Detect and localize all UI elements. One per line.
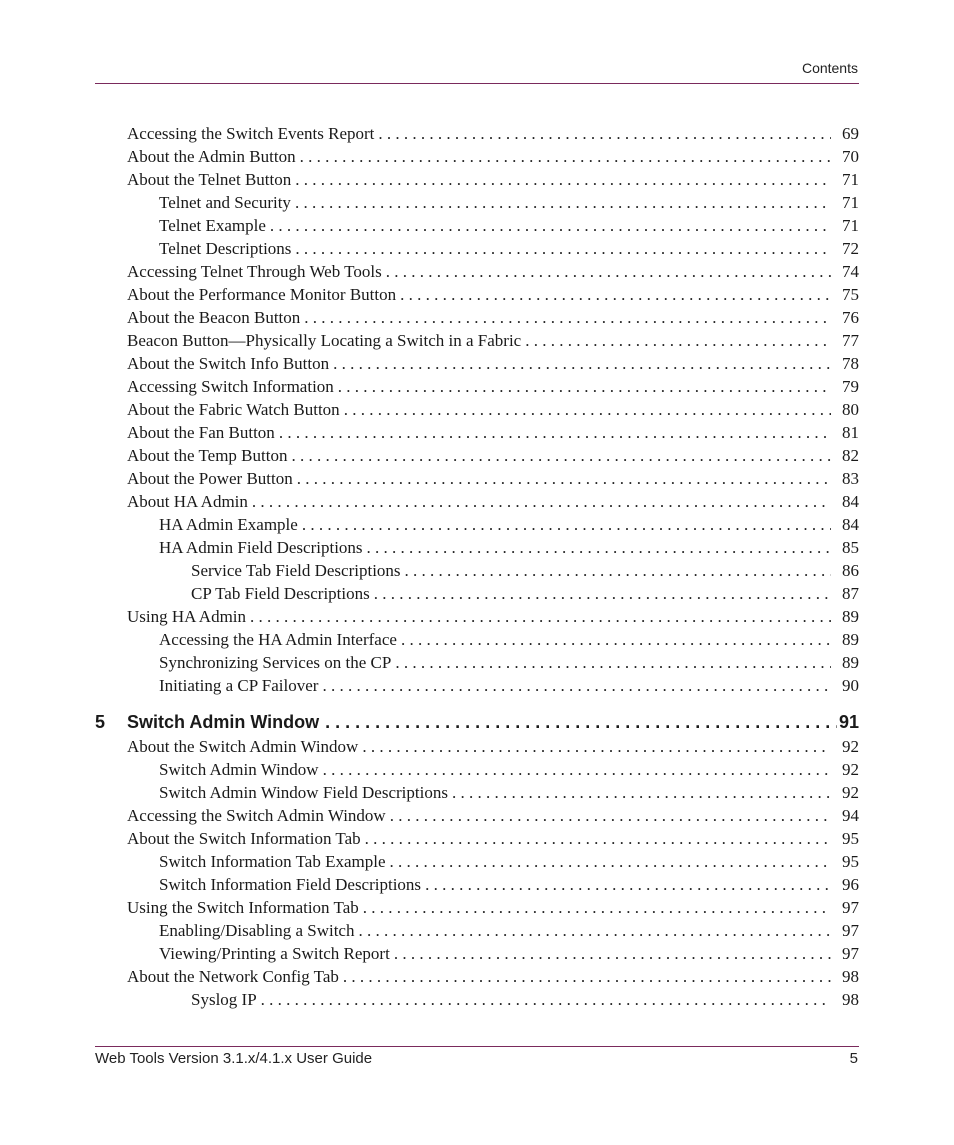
toc-entry[interactable] <box>95 582 859 605</box>
toc-entry[interactable] <box>95 260 859 283</box>
toc-entry-page-number: 71 <box>842 170 859 189</box>
toc-entry-title: Using the Switch Information Tab <box>127 898 359 917</box>
toc-entry[interactable] <box>95 283 859 306</box>
toc-entry[interactable] <box>95 873 859 896</box>
chapter-number: 5 <box>95 712 106 732</box>
toc-entry-title: Service Tab Field Descriptions <box>191 561 401 580</box>
toc-entry-page-number: 97 <box>842 898 859 917</box>
toc-entry-page-number: 89 <box>842 607 859 626</box>
dot-leader <box>363 896 831 919</box>
dot-leader <box>279 421 831 444</box>
toc-entry-page-number: 71 <box>842 216 859 235</box>
toc-entry-page-number: 86 <box>842 561 859 580</box>
dot-leader <box>338 375 831 398</box>
toc-entry-page-number: 87 <box>842 584 859 603</box>
dot-leader <box>401 628 831 651</box>
toc-entry[interactable] <box>95 513 859 536</box>
dot-leader <box>374 582 831 605</box>
toc-entry[interactable] <box>95 674 859 697</box>
toc-entry-title: Switch Admin Window <box>159 760 319 779</box>
dot-leader <box>395 651 831 674</box>
toc-entry[interactable] <box>95 605 859 628</box>
dot-leader <box>378 122 831 145</box>
chapter-page-number: 91 <box>838 712 859 732</box>
dot-leader <box>358 919 831 942</box>
toc-entry[interactable] <box>95 536 859 559</box>
toc-entry-page-number: 81 <box>842 423 859 442</box>
toc-entry[interactable] <box>95 191 859 214</box>
toc-entry-title: Telnet Example <box>159 216 266 235</box>
toc-entry-title: About the Temp Button <box>127 446 288 465</box>
toc-entry-title: Accessing Telnet Through Web Tools <box>127 262 382 281</box>
toc-entry-page-number: 74 <box>842 262 859 281</box>
toc-entry-title: About the Admin Button <box>127 147 296 166</box>
toc-entry-title: About the Switch Info Button <box>127 354 330 373</box>
toc-chapter-heading[interactable] <box>95 709 859 735</box>
toc-entry-page-number: 97 <box>842 921 859 940</box>
dot-leader <box>295 237 831 260</box>
dot-leader <box>405 559 831 582</box>
toc-entry[interactable] <box>95 329 859 352</box>
toc-entry-page-number: 85 <box>842 538 859 557</box>
toc-entry[interactable] <box>95 850 859 873</box>
toc-entry-title: Accessing the Switch Events Report <box>127 124 375 143</box>
toc-entry-page-number: 76 <box>842 308 859 327</box>
toc-entry[interactable] <box>95 444 859 467</box>
dot-leader <box>322 674 831 697</box>
dot-leader <box>304 306 831 329</box>
toc-entry-title: About HA Admin <box>127 492 248 511</box>
toc-entry-title: Beacon Button—Physically Locating a Switch in a Fabric <box>127 331 522 350</box>
footer-book-title: Web Tools Version 3.1.x/4.1.x User Guide <box>95 1050 373 1067</box>
toc-entry[interactable] <box>95 758 859 781</box>
toc-entry[interactable] <box>95 375 859 398</box>
running-header-section: Contents <box>801 60 858 76</box>
toc-entry-title: About the Fabric Watch Button <box>127 400 340 419</box>
toc-entry-title: Using HA Admin <box>127 607 247 626</box>
header-rule <box>95 83 859 84</box>
toc-entry-page-number: 95 <box>842 852 859 871</box>
toc-entry-title: About the Power Button <box>127 469 293 488</box>
dot-leader <box>425 873 831 896</box>
toc-entry-title: Synchronizing Services on the CP <box>159 653 392 672</box>
toc-entry-title: CP Tab Field Descriptions <box>191 584 370 603</box>
dot-leader <box>390 804 831 827</box>
toc-entry-title: Accessing Switch Information <box>127 377 334 396</box>
toc-entry[interactable] <box>95 145 859 168</box>
toc-entry-title: Accessing the Switch Admin Window <box>127 806 386 825</box>
dot-leader <box>270 214 831 237</box>
toc-entry[interactable] <box>95 168 859 191</box>
dot-leader <box>261 988 831 1011</box>
toc-entry-page-number: 95 <box>842 829 859 848</box>
toc-entry-page-number: 80 <box>842 400 859 419</box>
toc-entry-page-number: 89 <box>842 653 859 672</box>
toc-entry-title: Viewing/Printing a Switch Report <box>159 944 390 963</box>
dot-leader <box>386 260 831 283</box>
toc-entry-page-number: 98 <box>842 990 859 1009</box>
dot-leader <box>325 709 837 735</box>
toc-entry-title: Enabling/Disabling a Switch <box>159 921 355 940</box>
dot-leader <box>333 352 831 375</box>
footer-rule <box>95 1046 859 1047</box>
toc-entry-page-number: 70 <box>842 147 859 166</box>
toc-entry[interactable] <box>95 421 859 444</box>
dot-leader <box>367 536 831 559</box>
toc-entry[interactable] <box>95 942 859 965</box>
toc-entries-after-chapter <box>95 735 859 1011</box>
toc-entry-title: Syslog IP <box>191 990 257 1009</box>
toc-entry[interactable] <box>95 988 859 1011</box>
toc-entry[interactable] <box>95 781 859 804</box>
toc-entry-page-number: 82 <box>842 446 859 465</box>
toc-entry-title: Switch Information Tab Example <box>159 852 386 871</box>
toc-entry-page-number: 77 <box>842 331 859 350</box>
toc-entry[interactable] <box>95 735 859 758</box>
toc-entry-page-number: 90 <box>842 676 859 695</box>
toc-entry[interactable] <box>95 237 859 260</box>
toc-entry-title: HA Admin Field Descriptions <box>159 538 363 557</box>
dot-leader <box>295 168 831 191</box>
toc-entry-title: Telnet and Security <box>159 193 291 212</box>
toc-entry-title: About the Beacon Button <box>127 308 301 327</box>
toc-entry-page-number: 83 <box>842 469 859 488</box>
toc-entry-title: Accessing the HA Admin Interface <box>159 630 397 649</box>
dot-leader <box>252 490 831 513</box>
dot-leader <box>343 965 831 988</box>
toc-entries-before-chapter <box>95 122 859 697</box>
toc-entry-title: About the Performance Monitor Button <box>127 285 397 304</box>
toc-entry-page-number: 72 <box>842 239 859 258</box>
dot-leader <box>365 827 831 850</box>
dot-leader <box>323 758 831 781</box>
toc-entry-page-number: 78 <box>842 354 859 373</box>
toc-entry[interactable] <box>95 896 859 919</box>
toc-entry-title: About the Switch Information Tab <box>127 829 361 848</box>
dot-leader <box>525 329 831 352</box>
toc-entry-page-number: 92 <box>842 737 859 756</box>
toc-entry[interactable] <box>95 352 859 375</box>
dot-leader <box>452 781 831 804</box>
toc-entry[interactable] <box>95 919 859 942</box>
toc-entry-page-number: 97 <box>842 944 859 963</box>
toc-entry-page-number: 69 <box>842 124 859 143</box>
toc-entry-page-number: 84 <box>842 492 859 511</box>
toc-entry-page-number: 98 <box>842 967 859 986</box>
toc-entry-page-number: 84 <box>842 515 859 534</box>
toc-entry-title: About the Telnet Button <box>127 170 292 189</box>
toc-entry-page-number: 79 <box>842 377 859 396</box>
toc-entry-title: Switch Information Field Descriptions <box>159 875 422 894</box>
toc-entry-page-number: 96 <box>842 875 859 894</box>
toc-entry-title: Switch Admin Window Field Descriptions <box>159 783 448 802</box>
dot-leader <box>344 398 831 421</box>
toc-entry[interactable] <box>95 827 859 850</box>
dot-leader <box>400 283 831 306</box>
dot-leader <box>302 513 831 536</box>
toc-entry[interactable] <box>95 306 859 329</box>
dot-leader <box>291 444 831 467</box>
dot-leader <box>300 145 831 168</box>
toc-entry-page-number: 75 <box>842 285 859 304</box>
toc-entry[interactable] <box>95 651 859 674</box>
toc-entry-page-number: 89 <box>842 630 859 649</box>
dot-leader <box>390 850 831 873</box>
footer-page-number: 5 <box>849 1050 858 1067</box>
toc-entry-page-number: 92 <box>842 760 859 779</box>
table-of-contents <box>95 122 859 1011</box>
dot-leader <box>250 605 831 628</box>
toc-entry-page-number: 71 <box>842 193 859 212</box>
toc-entry[interactable] <box>95 965 859 988</box>
toc-entry[interactable] <box>95 490 859 513</box>
toc-entry-title: About the Network Config Tab <box>127 967 339 986</box>
toc-entry-title: Initiating a CP Failover <box>159 676 319 695</box>
toc-entry[interactable] <box>95 214 859 237</box>
toc-entry[interactable] <box>95 559 859 582</box>
dot-leader <box>362 735 831 758</box>
dot-leader <box>297 467 831 490</box>
toc-entry[interactable] <box>95 628 859 651</box>
dot-leader <box>295 191 831 214</box>
toc-entry-title: About the Fan Button <box>127 423 275 442</box>
toc-entry-title: Telnet Descriptions <box>159 239 292 258</box>
toc-entry[interactable] <box>95 467 859 490</box>
toc-entry[interactable] <box>95 398 859 421</box>
chapter-title: Switch Admin Window <box>127 712 320 732</box>
toc-entry-title: About the Switch Admin Window <box>127 737 359 756</box>
toc-entry[interactable] <box>95 122 859 145</box>
toc-entry[interactable] <box>95 804 859 827</box>
toc-entry-title: HA Admin Example <box>159 515 298 534</box>
dot-leader <box>394 942 831 965</box>
toc-entry-page-number: 92 <box>842 783 859 802</box>
toc-entry-page-number: 94 <box>842 806 859 825</box>
